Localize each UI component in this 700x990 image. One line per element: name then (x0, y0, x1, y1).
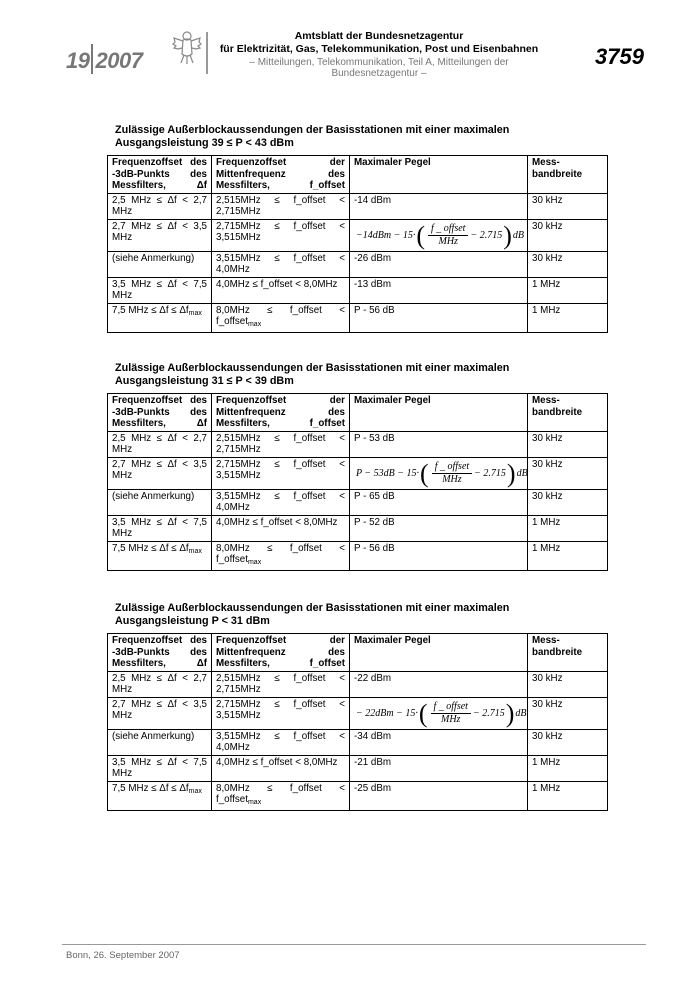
cell-f-offset (212, 541, 350, 570)
cell-delta-f (108, 781, 212, 810)
cell-max-level: P - 56 dB (350, 541, 528, 570)
f-offset-text: 8,0MHz ≤ f_offset < f_offset (216, 304, 345, 327)
cell-max-level: -34 dBm (350, 729, 528, 755)
formula-denominator: MHz (438, 236, 458, 247)
f-offset-subscript: max (247, 559, 262, 566)
cell-delta-f (108, 541, 212, 570)
f-offset-subscript: max (247, 799, 262, 806)
cell-bandwidth: 1 MHz (528, 303, 608, 332)
cell-bandwidth: 30 kHz (528, 489, 608, 515)
cell-delta-f: 2,7 MHz ≤ Δf < 3,5 MHz (108, 219, 212, 251)
delta-f-text: 7,5 MHz ≤ Δf ≤ Δf (112, 782, 189, 794)
cell-bandwidth: 1 MHz (528, 755, 608, 781)
formula-lead: P − 53dB − 15 (356, 467, 417, 479)
footer-date: Bonn, 26. September 2007 (66, 950, 180, 961)
cell-delta-f: 2,5 MHz ≤ Δf < 2,7 MHz (108, 431, 212, 457)
col-header-max-level: Maximaler Pegel (350, 156, 528, 194)
col-header-f-offset: Frequenzoffset der Mittenfrequenz des Messfilters, f_offset (212, 394, 350, 432)
delta-f-text: 7,5 MHz ≤ Δf ≤ Δf (112, 542, 189, 554)
cell-delta-f: 3,5 MHz ≤ Δf < 7,5 MHz (108, 277, 212, 303)
table-row (108, 697, 608, 729)
cell-delta-f: 2,5 MHz ≤ Δf < 2,7 MHz (108, 671, 212, 697)
level-formula (354, 221, 523, 250)
col-header-bandwidth: Mess-bandbreite (528, 394, 608, 432)
f-offset-text: 8,0MHz ≤ f_offset < f_offset (216, 782, 345, 805)
cell-bandwidth: 1 MHz (528, 541, 608, 570)
formula-lead: − 22dBm − 15 (356, 707, 416, 719)
section-title (115, 124, 607, 150)
table-row (108, 729, 608, 755)
cell-bandwidth: 1 MHz (528, 515, 608, 541)
section-title-line2: Ausgangsleistung 31 ≤ P < 39 dBm (115, 375, 294, 387)
formula-unit: dB (516, 467, 528, 479)
left-paren-icon: ( (418, 698, 428, 728)
cell-max-level-formula (350, 697, 528, 729)
table-row (108, 193, 608, 219)
cell-max-level: P - 53 dB (350, 431, 528, 457)
emission-table (107, 633, 608, 811)
formula-numerator: f _ offset (428, 223, 468, 236)
cell-f-offset (212, 303, 350, 332)
cell-f-offset: 2,515MHz ≤ f_offset < 2,715MHz (212, 193, 350, 219)
issue-year: 2007 (95, 48, 143, 73)
cell-f-offset: 3,515MHz ≤ f_offset < 4,0MHz (212, 251, 350, 277)
table-header-row (108, 394, 608, 432)
col-header-delta-f: Frequenzoffset des -3dB-Punkts des Messfilters, Δf (108, 634, 212, 672)
cell-max-level-formula (350, 219, 528, 251)
formula-dot: · (416, 467, 420, 479)
formula-numerator: f _ offset (432, 461, 472, 474)
cell-max-level: -22 dBm (350, 671, 528, 697)
emission-table (107, 393, 608, 571)
section-title-line2: Ausgangsleistung 39 ≤ P < 43 dBm (115, 137, 294, 149)
cell-bandwidth: 30 kHz (528, 671, 608, 697)
formula-unit: dB (512, 229, 524, 241)
cell-f-offset: 4,0MHz ≤ f_offset < 8,0MHz (212, 277, 350, 303)
table-row (108, 671, 608, 697)
level-formula (354, 458, 528, 488)
issue-separator (91, 44, 93, 74)
cell-delta-f: (siehe Anmerkung) (108, 251, 212, 277)
cell-bandwidth: 30 kHz (528, 193, 608, 219)
section-title (115, 602, 607, 628)
right-paren-icon: ) (505, 698, 515, 728)
col-header-delta-f: Frequenzoffset des -3dB-Punkts des Messfilters, Δf (108, 394, 212, 432)
formula-tail: − 2.715 (472, 707, 505, 719)
table-row (108, 457, 608, 489)
table-row (108, 755, 608, 781)
delta-f-text: 7,5 MHz ≤ Δf ≤ Δf (112, 304, 189, 316)
formula-dot: · (412, 229, 416, 241)
cell-max-level: -26 dBm (350, 251, 528, 277)
table-row (108, 219, 608, 251)
formula-denominator: MHz (441, 714, 461, 725)
formula-tail: − 2.715 (474, 467, 506, 479)
cell-f-offset: 3,515MHz ≤ f_offset < 4,0MHz (212, 489, 350, 515)
cell-delta-f: (siehe Anmerkung) (108, 729, 212, 755)
federal-eagle-icon (172, 28, 202, 68)
cell-delta-f: 2,7 MHz ≤ Δf < 3,5 MHz (108, 697, 212, 729)
issue-number: 19 (66, 48, 90, 73)
page-number: 3759 (595, 44, 644, 69)
col-header-f-offset: Frequenzoffset der Mittenfrequenz des Messfilters, f_offset (212, 156, 350, 194)
delta-f-subscript: max (188, 547, 202, 555)
cell-bandwidth: 1 MHz (528, 277, 608, 303)
cell-f-offset: 3,515MHz ≤ f_offset < 4,0MHz (212, 729, 350, 755)
delta-f-subscript: max (188, 309, 202, 317)
cell-f-offset: 2,715MHz ≤ f_offset < 3,515MHz (212, 219, 350, 251)
cell-bandwidth: 30 kHz (528, 219, 608, 251)
col-header-bandwidth: Mess-bandbreite (528, 156, 608, 194)
col-header-bandwidth: Mess-bandbreite (528, 634, 608, 672)
cell-f-offset: 4,0MHz ≤ f_offset < 8,0MHz (212, 515, 350, 541)
left-paren-icon: ( (420, 458, 429, 488)
cell-max-level: P - 52 dB (350, 515, 528, 541)
cell-max-level: -25 dBm (350, 781, 528, 810)
cell-max-level: -21 dBm (350, 755, 528, 781)
section-p-lt-31 (107, 602, 607, 811)
cell-f-offset: 4,0MHz ≤ f_offset < 8,0MHz (212, 755, 350, 781)
gazette-title-line1: Amtsblatt der Bundesnetzagentur (294, 30, 464, 42)
cell-bandwidth: 30 kHz (528, 729, 608, 755)
cell-max-level: -13 dBm (350, 277, 528, 303)
header-divider (206, 32, 208, 74)
issue-label (66, 44, 142, 74)
formula-unit: dB (515, 707, 527, 719)
cell-f-offset: 2,715MHz ≤ f_offset < 3,515MHz (212, 457, 350, 489)
delta-f-subscript: max (188, 787, 202, 795)
cell-delta-f: 3,5 MHz ≤ Δf < 7,5 MHz (108, 515, 212, 541)
cell-f-offset: 2,515MHz ≤ f_offset < 2,715MHz (212, 431, 350, 457)
formula-fraction (432, 461, 472, 486)
gazette-title (214, 30, 544, 56)
table-row (108, 541, 608, 570)
cell-bandwidth: 30 kHz (528, 431, 608, 457)
gazette-title-line2: für Elektrizität, Gas, Telekommunikation, Post und Eisenbahnen (219, 43, 539, 55)
section-title-line1: Zulässige Außerblockaussendungen der Basisstationen mit einer maximalen (115, 362, 510, 374)
section-title-line1: Zulässige Außerblockaussendungen der Basisstationen mit einer maximalen (115, 602, 510, 614)
right-paren-icon: ) (503, 220, 512, 250)
formula-tail: − 2.715 (470, 229, 503, 241)
cell-bandwidth: 30 kHz (528, 251, 608, 277)
formula-lead: −14dBm − 15 (356, 229, 413, 241)
table-row (108, 781, 608, 810)
cell-bandwidth: 1 MHz (528, 781, 608, 810)
formula-fraction (431, 701, 471, 726)
cell-delta-f (108, 303, 212, 332)
cell-max-level-formula (350, 457, 528, 489)
table-row (108, 515, 608, 541)
cell-bandwidth: 30 kHz (528, 457, 608, 489)
formula-denominator: MHz (442, 474, 462, 485)
footer-divider (62, 944, 646, 945)
table-row (108, 251, 608, 277)
col-header-max-level: Maximaler Pegel (350, 394, 528, 432)
cell-delta-f: 2,5 MHz ≤ Δf < 2,7 MHz (108, 193, 212, 219)
formula-fraction (428, 223, 468, 248)
table-row (108, 431, 608, 457)
section-p39-43 (107, 124, 607, 333)
col-header-delta-f: Frequenzoffset des -3dB-Punkts des Messfilters, Δf (108, 156, 212, 194)
cell-max-level: -14 dBm (350, 193, 528, 219)
col-header-f-offset: Frequenzoffset der Mittenfrequenz des Messfilters, f_offset (212, 634, 350, 672)
cell-f-offset: 2,515MHz ≤ f_offset < 2,715MHz (212, 671, 350, 697)
cell-f-offset (212, 781, 350, 810)
left-paren-icon: ( (416, 220, 425, 250)
cell-delta-f: 3,5 MHz ≤ Δf < 7,5 MHz (108, 755, 212, 781)
formula-dot: · (415, 707, 418, 719)
section-title-line2: Ausgangsleistung P < 31 dBm (115, 615, 270, 627)
cell-max-level: P - 65 dB (350, 489, 528, 515)
right-paren-icon: ) (506, 458, 516, 488)
gazette-subtitle: – Mitteilungen, Telekommunikation, Teil A, Mitteilungen der Bundesnetzagentur – (249, 57, 509, 79)
cell-delta-f: 2,7 MHz ≤ Δf < 3,5 MHz (108, 457, 212, 489)
section-title-line1: Zulässige Außerblockaussendungen der Basisstationen mit einer maximalen (115, 124, 510, 136)
table-header-row (108, 634, 608, 672)
table-row (108, 489, 608, 515)
formula-numerator: f _ offset (431, 701, 471, 714)
cell-f-offset: 2,715MHz ≤ f_offset < 3,515MHz (212, 697, 350, 729)
section-p31-39 (107, 362, 607, 571)
cell-bandwidth: 30 kHz (528, 697, 608, 729)
cell-max-level: P - 56 dB (350, 303, 528, 332)
table-row (108, 277, 608, 303)
level-formula (354, 698, 527, 728)
emission-table (107, 155, 608, 333)
f-offset-subscript: max (247, 321, 262, 328)
table-header-row (108, 156, 608, 194)
f-offset-text: 8,0MHz ≤ f_offset < f_offset (216, 542, 345, 565)
cell-delta-f: (siehe Anmerkung) (108, 489, 212, 515)
col-header-max-level: Maximaler Pegel (350, 634, 528, 672)
section-title (115, 362, 607, 388)
table-row (108, 303, 608, 332)
